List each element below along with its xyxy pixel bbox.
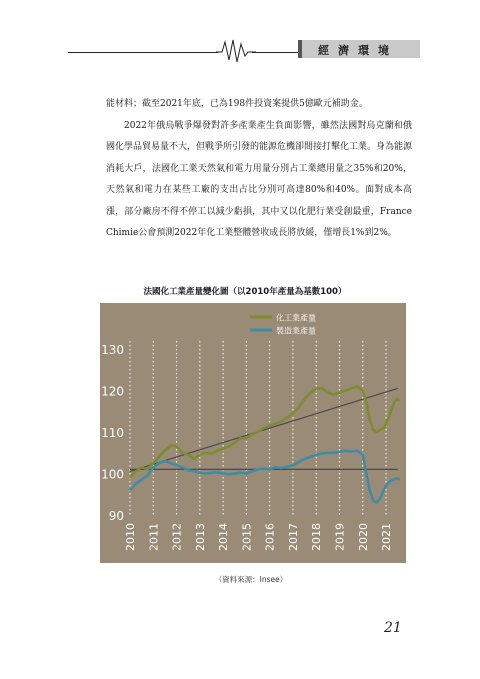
source-note: （資料來源：Insee）: [214, 575, 288, 584]
x-tick-label: 2016: [263, 523, 277, 551]
line-chart: [100, 303, 406, 563]
heartbeat-line-icon: [216, 38, 256, 64]
header-title: 經濟環境: [318, 44, 398, 57]
paragraph: 2022年俄烏戰爭爆發對許多產業產生負面影響，雖然法國對烏克蘭和俄國化學品貿易量不大，但戰爭所引發的能源危機卻間接打擊化工業。身為能源消耗大戶，法國化工業天然氣和電力用量分別占工業總用量之35%和20%，天然氣和電力在某些工廠的支出占比分別可高達80%和40%。面對成本高漲，部分廠房不得不停工以減少虧損，其中又以化肥行業受創最重，France Chimie公會預測2022年化工業整體營收成長將放緩，僅增長1%到2%。: [106, 120, 413, 238]
y-tick-label: 120: [101, 384, 124, 399]
header-rule: [68, 52, 218, 53]
x-tick-label: 2017: [286, 523, 300, 551]
body-text: [106, 94, 412, 245]
chart-title: 法國化工業產量變化圖（以2010年產量為基數100）: [143, 287, 347, 297]
legend-label: 製造業產量: [276, 326, 316, 336]
x-tick-label: 2019: [333, 523, 347, 551]
y-tick-label: 100: [101, 467, 124, 482]
y-tick-label: 90: [108, 509, 124, 523]
page-number: 21: [384, 620, 402, 636]
x-tick-label: 2010: [124, 523, 137, 551]
legend-label: 化工業產量: [276, 313, 316, 323]
x-tick-label: 2014: [217, 523, 231, 551]
x-tick-label: 2013: [193, 523, 207, 551]
x-tick-label: 2018: [310, 523, 324, 551]
x-tick-label: 2020: [356, 523, 370, 551]
paragraph: 能材料；截至2021年底，已為198件投資案提供5億歐元補助金。: [106, 99, 368, 109]
x-tick-label: 2015: [240, 523, 254, 551]
y-tick-label: 110: [101, 426, 124, 440]
x-tick-label: 2011: [147, 523, 161, 551]
x-tick-label: 2021: [380, 523, 394, 551]
y-tick-label: 130: [101, 343, 124, 357]
x-tick-label: 2012: [170, 523, 184, 551]
